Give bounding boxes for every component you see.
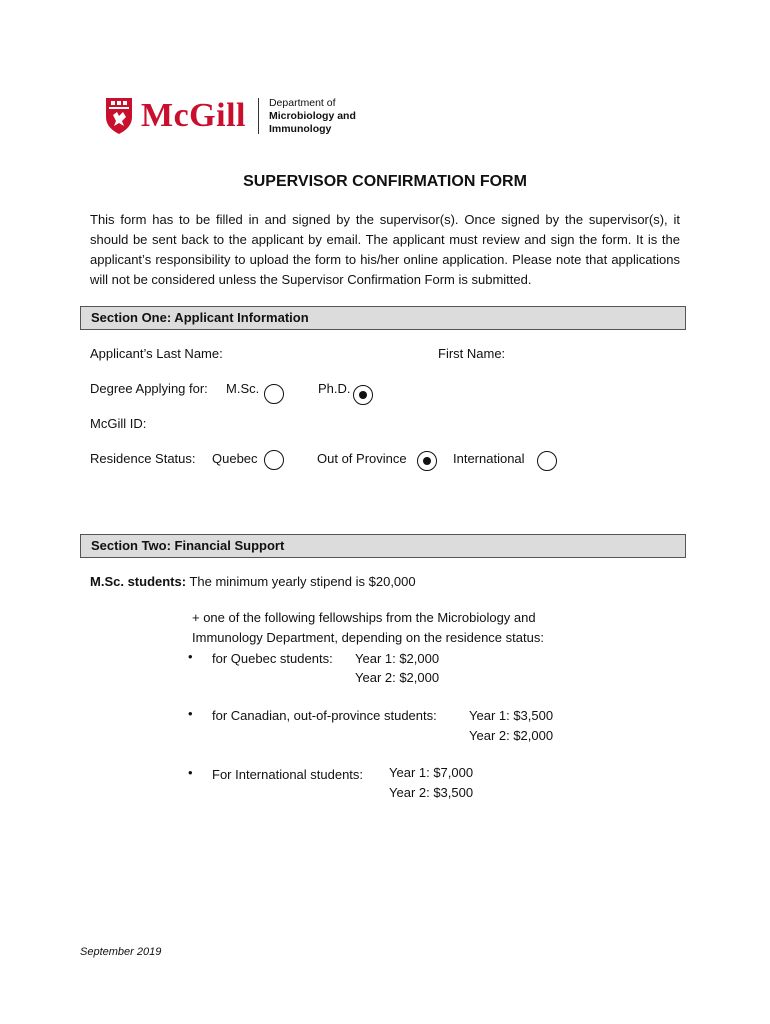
degree-option-phd-label: Ph.D. [318,381,351,396]
bullet-icon: • [188,706,193,721]
mcgill-logo [105,96,356,136]
residence-international-label: International [453,451,525,466]
residence-out-of-province-radio[interactable] [417,451,437,471]
section-two-heading: Section Two: Financial Support [80,534,686,558]
bullet-icon: • [188,765,193,780]
msc-stipend-line [90,572,416,591]
intro-paragraph: This form has to be filled in and signed by the supervisor(s). Once signed by the supervisor(s), it should be sent back to the applicant by email. The applicant must review and sign the form. It is the applicant’s responsibility to upload the form to his/her online application. Please note that applications will not be considered unless the Supervisor Confirmation Form is submitted. [90,212,680,287]
radio-selected-dot [423,457,431,465]
quebec-year2: Year 2: $2,000 [355,670,440,685]
logo-wordmark: McGill [141,97,246,134]
degree-msc-radio[interactable] [264,384,284,404]
first-name-label: First Name: [438,346,506,361]
canadian-year1: Year 1: $3,500 [469,708,554,723]
form-title: SUPERVISOR CONFIRMATION FORM [243,173,527,190]
mcgill-crest-icon [105,97,133,135]
section-one-heading: Section One: Applicant Information [80,306,686,330]
dept-line-3: Immunology [268,122,332,135]
canadian-fellowship-label: for Canadian, out-of-province students: [212,708,437,723]
residence-quebec-radio[interactable] [264,450,284,470]
degree-phd-radio[interactable] [353,385,373,405]
footer-date: September 2019 [80,946,162,958]
msc-stipend-text: The minimum yearly stipend is $20,000 [186,574,416,589]
department-name [269,97,356,136]
logo-divider [258,98,259,134]
mcgill-id-label: McGill ID: [90,416,147,431]
quebec-fellowship-label: for Quebec students: [212,651,333,666]
bullet-icon: • [188,649,193,664]
quebec-year1: Year 1: $2,000 [355,651,440,666]
residence-international-radio[interactable] [537,451,557,471]
dept-line-1: Department of [268,96,336,109]
last-name-label: Applicant’s Last Name: [90,346,223,361]
dept-line-2: Microbiology and [268,109,356,122]
residence-quebec-label: Quebec [212,451,258,466]
fellowship-line-1: + one of the following fellowships from the Microbiology and [192,610,536,625]
international-fellowship-label: For International students: [212,767,364,782]
degree-label: Degree Applying for: [90,381,208,396]
radio-selected-dot [359,391,367,399]
degree-option-msc-label: M.Sc. [226,381,260,396]
residence-out-of-province-label: Out of Province [317,451,407,466]
residence-label: Residence Status: [90,451,196,466]
msc-students-label: M.Sc. students: [90,574,187,589]
international-year1: Year 1: $7,000 [389,765,474,780]
international-year2: Year 2: $3,500 [389,785,474,800]
canadian-year2: Year 2: $2,000 [469,728,554,743]
fellowship-line-2: Immunology Department, depending on the residence status: [192,630,544,645]
